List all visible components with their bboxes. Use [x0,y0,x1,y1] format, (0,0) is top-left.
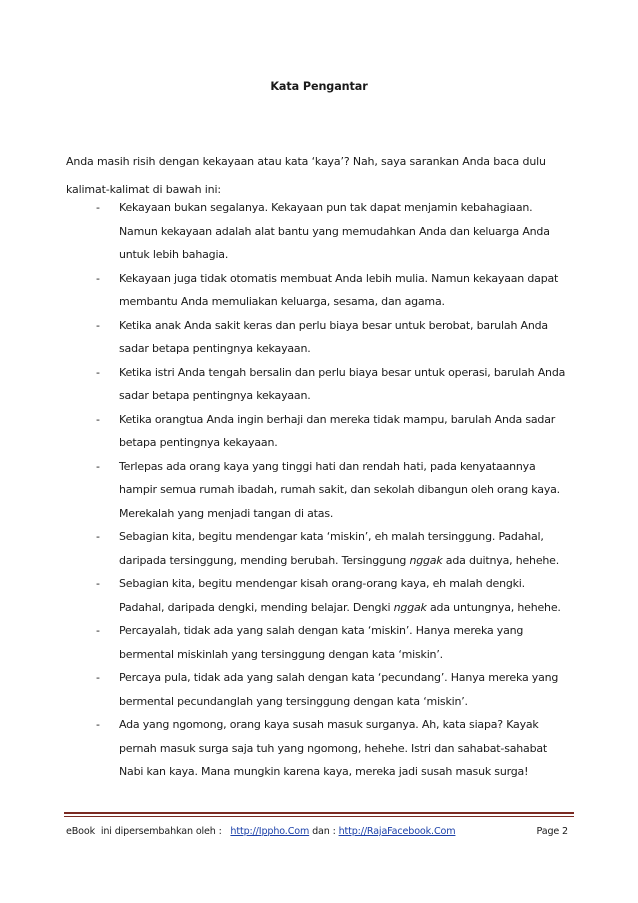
bullet-dash: - [96,459,100,473]
list-item [66,713,572,784]
list-item [66,314,572,361]
footer-link-ippho[interactable]: http://Ippho.Com [230,826,310,837]
list-item-text: Sebagian kita, begitu mendengar kisah orang-orang kaya, eh malah dengki. Padahal, daripada dengki, mending belajar. Dengki [119,577,525,614]
list-item-text: Sebagian kita, begitu mendengar kata ‘miskin’, eh malah tersinggung. Padahal, daripada tersinggung, mending berubah. Tersinggung [119,530,544,567]
list-item [66,267,572,314]
footer-middle: dan : [309,826,339,837]
list-item-text: Kekayaan juga tidak otomatis membuat Anda lebih mulia. Namun kekayaan dapat membantu Anda memuliakan keluarga, sesama, dan agama. [119,271,559,308]
list-item [66,455,572,526]
list-item-text: Percaya pula, tidak ada yang salah dengan kata ‘pecundang’. Hanya mereka yang bermental pecundanglah yang tersinggung dengan kata ‘miskin’. [119,671,559,708]
bullet-dash: - [96,318,100,332]
bullet-dash: - [96,718,100,731]
list-item [66,525,572,572]
bullet-dash: - [96,577,100,590]
bullet-dash: - [96,624,100,637]
bullet-dash: - [96,412,100,426]
page-footer [66,826,572,837]
list-item [66,666,572,713]
list-item [66,408,572,455]
list-item-text: Ketika istri Anda tengah bersalin dan perlu biaya besar untuk operasi, barulah Anda sadar betapa pentingnya kekayaan. [119,365,566,402]
list-item [66,619,572,666]
list-item-text: ada duitnya, hehehe. [442,553,560,567]
list-item [66,572,572,619]
list-item-text: Kekayaan bukan segalanya. Kekayaan pun tak dapat menjamin kebahagiaan. Namun kekayaan adalah alat bantu yang memudahkan Anda dan keluarga Anda untuk lebih bahagia. [119,201,550,261]
italic-word: nggak [393,600,427,614]
italic-word: nggak [409,553,443,567]
list-item-text: Ada yang ngomong, orang kaya susah masuk surganya. Ah, kata siapa? Kayak pernah masuk surga saja tuh yang ngomong, hehehe. Istri dan sahabat-sahabat Nabi kan kaya. Mana mungkin karena kaya, mereka jadi susah masuk surga! [119,718,548,778]
list-item [66,361,572,408]
footer-divider-thin [64,816,574,817]
footer-link-rajafacebook[interactable]: http://RajaFacebook.Com [338,826,456,837]
bullet-dash: - [96,671,100,684]
list-item-text: Percayalah, tidak ada yang salah dengan kata ‘miskin’. Hanya mereka yang bermental miskinlah yang tersinggung dengan kata ‘miskin’. [119,624,524,661]
bullet-dash: - [96,201,100,214]
list-item-text: ada untungnya, hehehe. [426,600,561,614]
bullet-list [66,196,572,784]
list-item-text: Ketika orangtua Anda ingin berhaji dan mereka tidak mampu, barulah Anda sadar betapa pentingnya kekayaan. [119,412,556,449]
bullet-dash: - [96,271,100,285]
list-item-text: Terlepas ada orang kaya yang tinggi hati dan rendah hati, pada kenyataannya hampir semua rumah ibadah, rumah sakit, dan sekolah dibangun oleh orang kaya. Merekalah yang menjadi tangan di atas. [119,459,560,520]
bullet-dash: - [96,365,100,379]
list-item-text: Ketika anak Anda sakit keras dan perlu biaya besar untuk berobat, barulah Anda sadar betapa pentingnya kekayaan. [119,318,548,355]
page-number: Page 2 [536,826,568,837]
intro-paragraph: Anda masih risih dengan kekayaan atau kata ‘kaya’? Nah, saya sarankan Anda baca dulu kalimat-kalimat di bawah ini: [66,155,546,196]
footer-divider-thick [64,812,574,814]
bullet-dash: - [96,530,100,543]
list-item [66,196,572,267]
footer-prefix: eBook ini dipersembahkan oleh : [66,826,231,837]
page-title: Kata Pengantar [270,80,368,93]
